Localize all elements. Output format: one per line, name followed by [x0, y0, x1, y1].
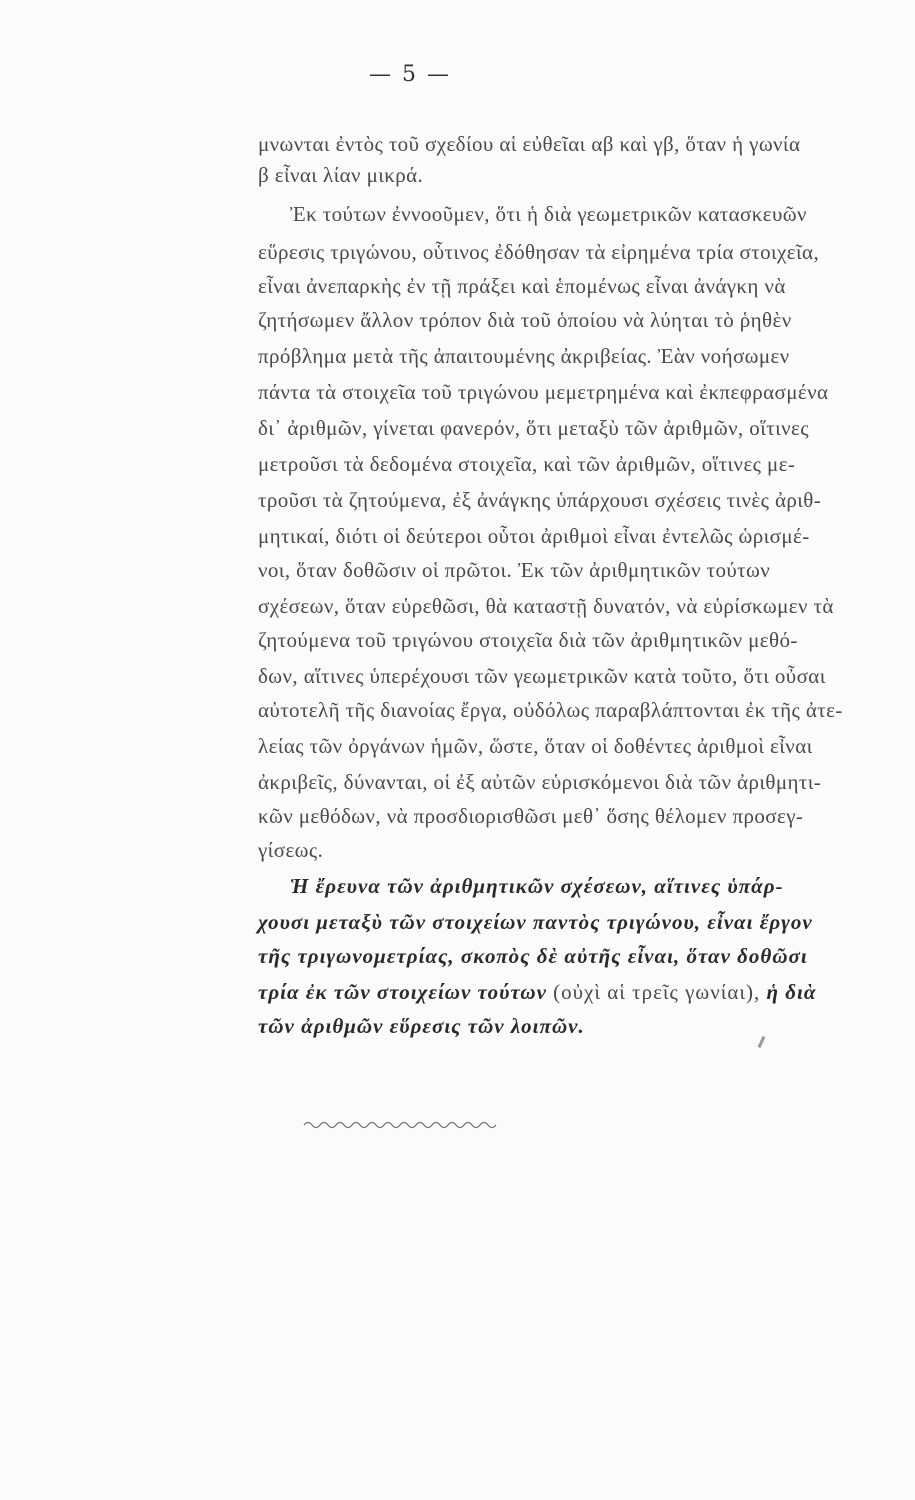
definition-line: τῶν ἀριθμῶν εὕρεσις τῶν λοιπῶν. — [258, 1014, 585, 1038]
text-line: κῶν μεθόδων, νὰ προσδιορισθῶσι μεθ᾿ ὅσης θέλομεν προσεγ- — [258, 804, 804, 828]
text-line: ζητήσωμεν ἄλλον τρόπον διὰ τοῦ ὁποίου νὰ λύηται τὸ ῥηθὲν — [258, 308, 792, 332]
definition-line: χουσι μεταξὺ τῶν στοιχείων παντὸς τριγώνου, εἶναι ἔργον — [258, 910, 813, 934]
definition-text: ἡ διὰ — [766, 980, 817, 1004]
page-number: — 5 — — [369, 62, 451, 87]
text-line: πρόβλημα μετὰ τῆς ἀπαιτουμένης ἀκριβείας. Ἐὰν νοήσωμεν — [258, 344, 790, 368]
text-line: εὕρεσις τριγώνου, οὗτινος ἐδόθησαν τὰ εἰρημένα τρία στοιχεῖα, — [258, 240, 820, 264]
text-line: μνωνται ἐντὸς τοῦ σχεδίου αἱ εὐθεῖαι αβ καὶ γβ, ὅταν ἡ γωνία — [258, 132, 801, 156]
definition-text: τρία ἐκ τῶν στοιχείων τούτων — [258, 980, 547, 1004]
text-line: δων, αἵτινες ὑπερέχουσι τῶν γεωμετρικῶν κατὰ τοῦτο, ὅτι οὖσαι — [258, 664, 826, 688]
section-divider-ornament — [302, 1118, 502, 1132]
definition-line — [258, 980, 816, 1005]
text-line: πάντα τὰ στοιχεῖα τοῦ τριγώνου μεμετρημένα καὶ ἐκπεφρασμένα — [258, 380, 829, 404]
text-line: εἶναι ἀνεπαρκὴς ἐν τῇ πράξει καὶ ἑπομένως εἶναι ἀνάγκη νὰ — [258, 274, 786, 298]
text-line: σχέσεων, ὅταν εὑρεθῶσι, θὰ καταστῇ δυνατόν, νὰ εὑρίσκωμεν τὰ — [258, 594, 834, 618]
text-line: γίσεως. — [258, 838, 324, 862]
stray-mark — [758, 1036, 766, 1048]
text-line: μητικαί, διότι οἱ δεύτεροι οὗτοι ἀριθμοὶ εἶναι ἐντελῶς ὡρισμέ- — [258, 524, 810, 548]
text-line: Ἐκ τούτων ἐννοοῦμεν, ὅτι ἡ διὰ γεωμετρικῶν κατασκευῶν — [290, 202, 807, 226]
text-line: μετροῦσι τὰ δεδομένα στοιχεῖα, καὶ τῶν ἀριθμῶν, οἵτινες με- — [258, 452, 796, 476]
definition-line: Ἡ ἔρευνα τῶν ἀριθμητικῶν σχέσεων, αἵτινες ὑπάρ- — [290, 874, 784, 898]
text-line: β εἶναι λίαν μικρά. — [258, 163, 424, 187]
parenthetical-text: (οὐχὶ αἱ τρεῖς γωνίαι), — [553, 980, 761, 1004]
text-line: τροῦσι τὰ ζητούμενα, ἐξ ἀνάγκης ὑπάρχουσι σχέσεις τινὲς ἀριθ- — [258, 488, 822, 512]
text-line: λείας τῶν ὀργάνων ἡμῶν, ὥστε, ὅταν οἱ δοθέντες ἀριθμοὶ εἶναι — [258, 734, 813, 758]
text-line: δι᾿ ἀριθμῶν, γίνεται φανερόν, ὅτι μεταξὺ τῶν ἀριθμῶν, οἵτινες — [258, 416, 809, 440]
definition-line: τῆς τριγωνομετρίας, σκοπὸς δὲ αὐτῆς εἶναι, ὅταν δοθῶσι — [258, 944, 808, 968]
text-line: αὐτοτελῆ τῆς διανοίας ἔργα, οὐδόλως παραβλάπτονται ἐκ τῆς ἀτε- — [258, 698, 843, 722]
text-line: ἀκριβεῖς, δύνανται, οἱ ἐξ αὐτῶν εὑρισκόμενοι διὰ τῶν ἀριθμητι- — [258, 770, 822, 794]
text-line: νοι, ὅταν δοθῶσιν οἱ πρῶτοι. Ἐκ τῶν ἀριθμητικῶν τούτων — [258, 558, 771, 582]
text-line: ζητούμενα τοῦ τριγώνου στοιχεῖα διὰ τῶν ἀριθμητικῶν μεθό- — [258, 628, 798, 652]
